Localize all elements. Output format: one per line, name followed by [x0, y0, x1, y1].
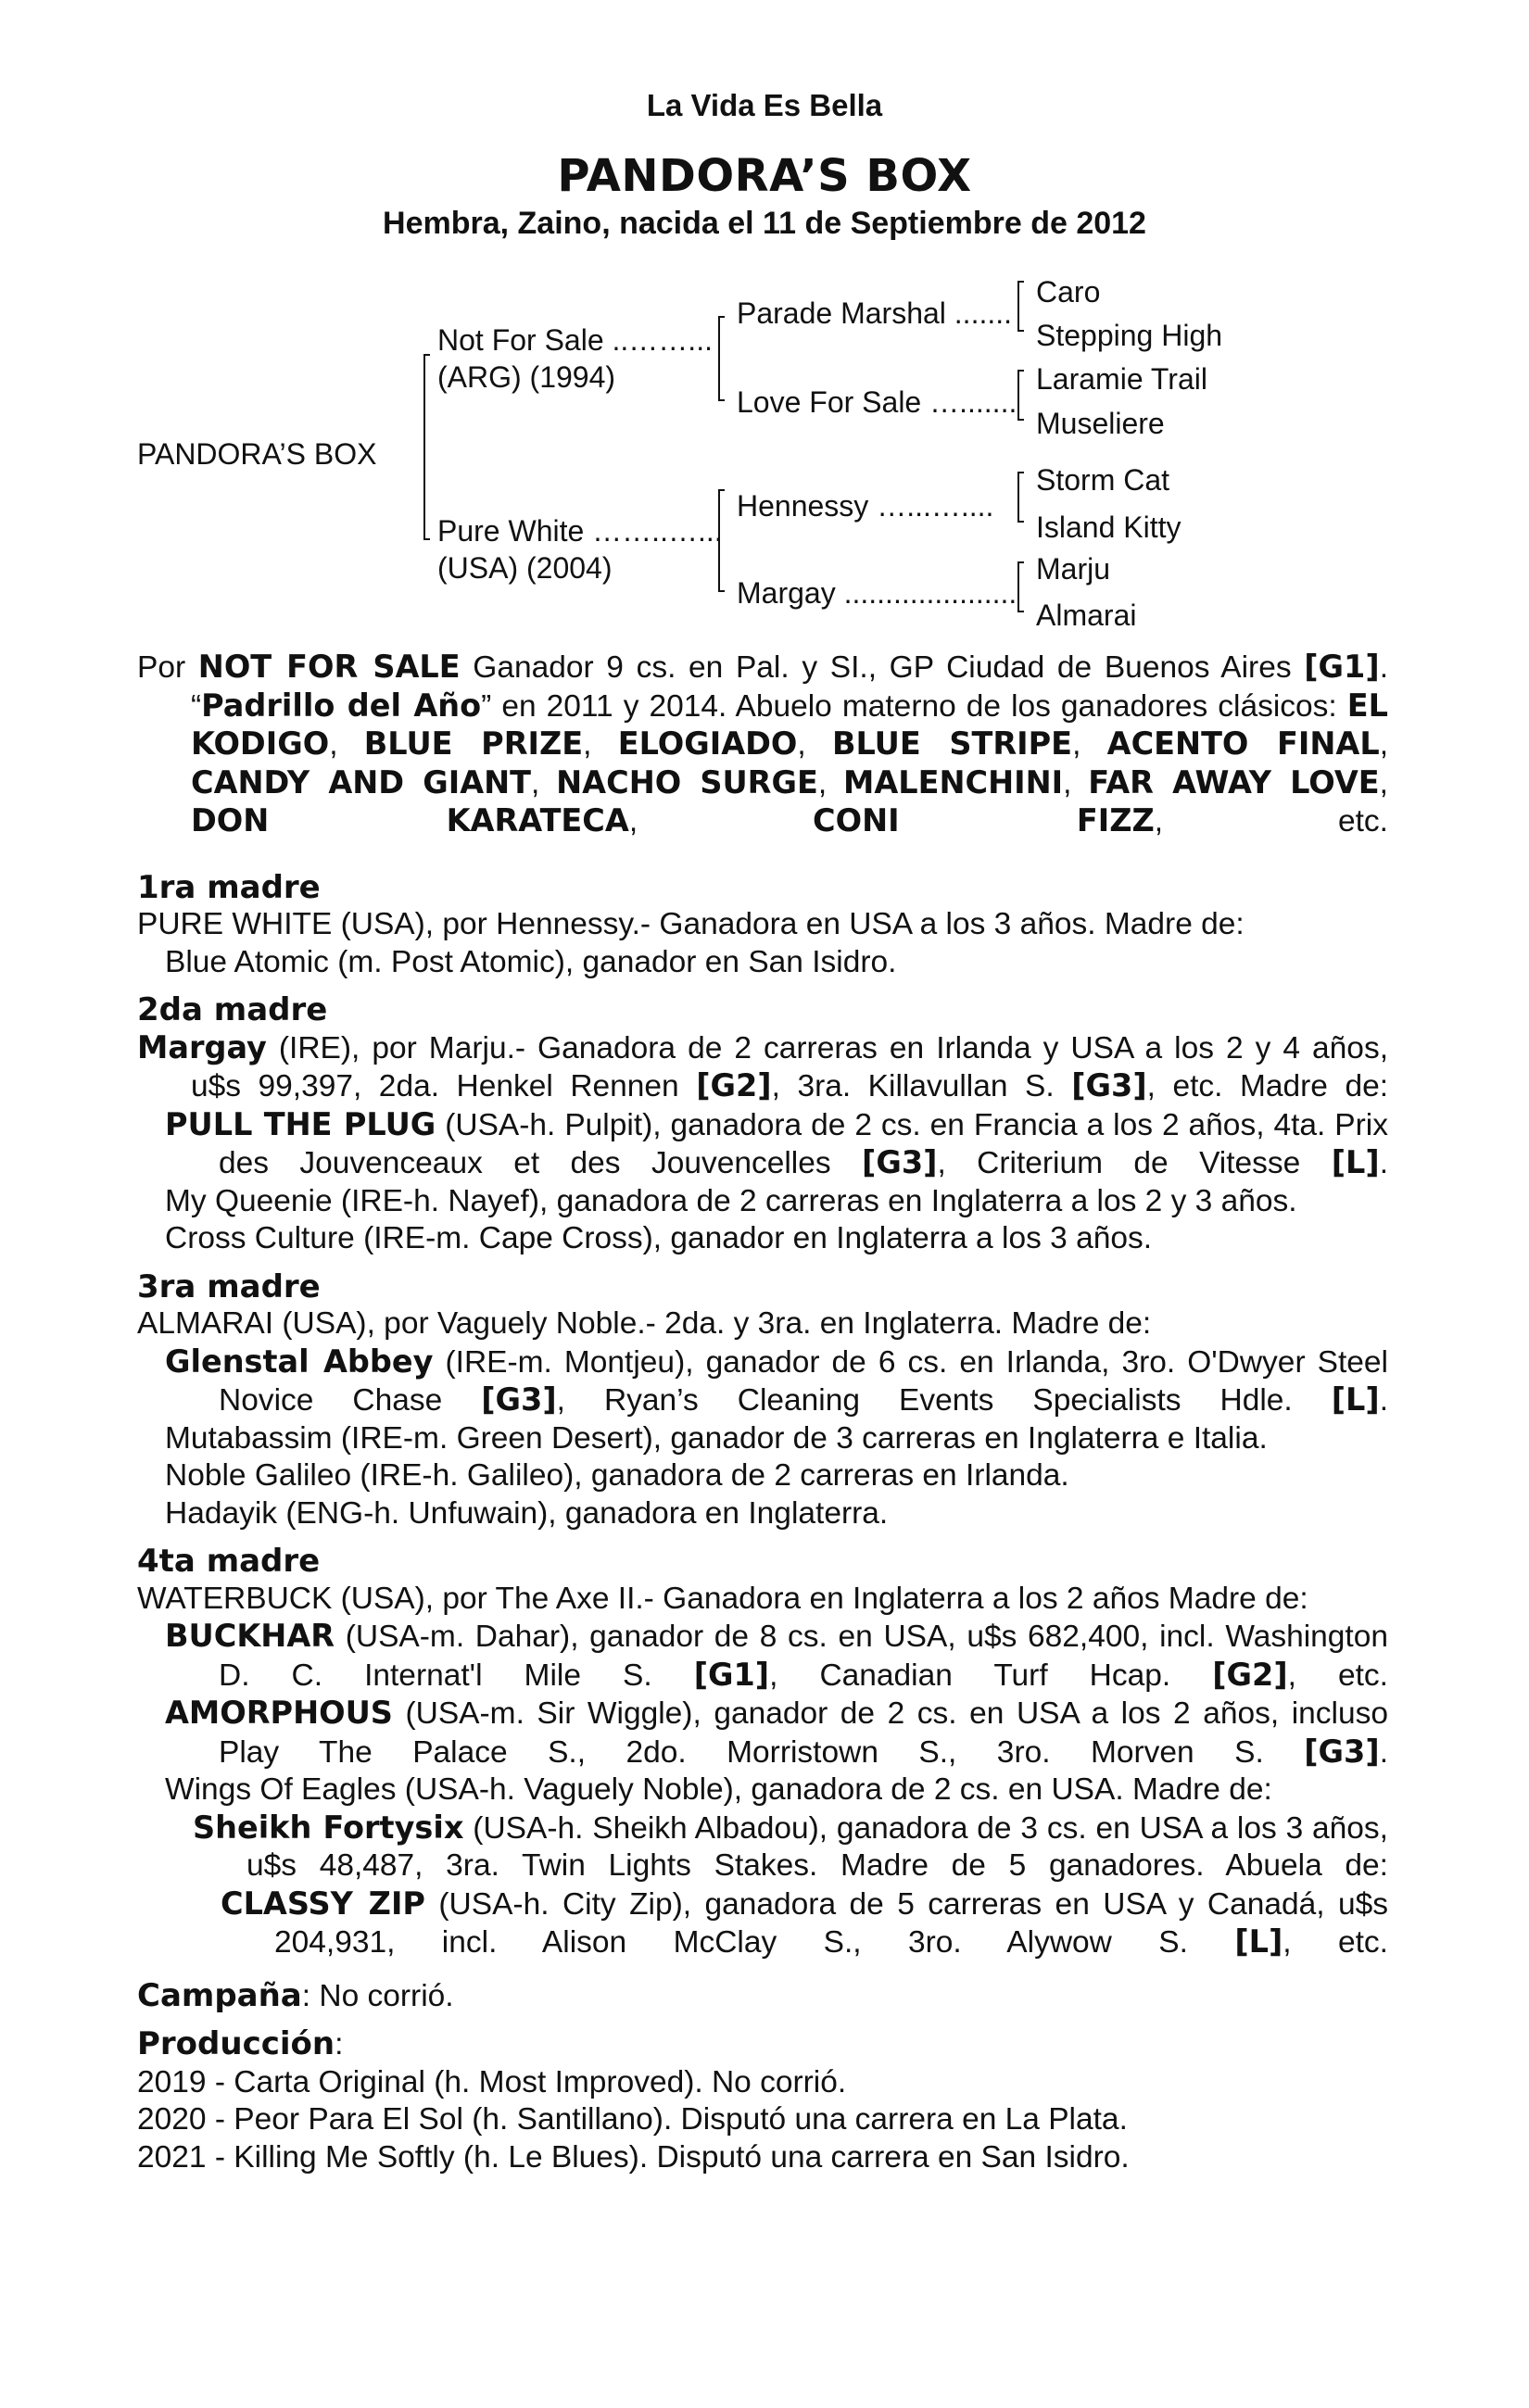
pedigree-subject: PANDORA’S BOX [137, 437, 377, 471]
pedigree-sd-sire: Laramie Trail [1036, 362, 1207, 396]
madre2-line: Margay (IRE), por Marju.- Ganadora de 2 carreras en Irlanda y USA a los 2 y 4 años, u$s 99,397, 2da. Henkel Rennen [G2], 3ra. Killavullan S. [G3], etc. Madre de: [137, 1028, 1389, 1103]
madre4-child-1: BUCKHAR (USA-m. Dahar), ganador de 8 cs. en USA, u$s 682,400, incl. Washington D. C. Internat'l Mile S. [G1], Canadian Turf Hcap. [G2], etc. [165, 1618, 1388, 1693]
bracket-ds [1018, 473, 1024, 522]
bracket-ss [1018, 282, 1024, 331]
campana-line: Campaña: No corrió. [137, 1976, 454, 2014]
grade-badge: [L] [1331, 1144, 1380, 1180]
grade-badge: [G3] [481, 1381, 557, 1418]
produccion-item: 2020 - Peor Para El Sol (h. Santillano). Disputó una carrera en La Plata. [137, 2102, 1128, 2137]
section-heading-madre4: 4ta madre [137, 1543, 321, 1580]
pedigree-chart [0, 0, 1529, 649]
madre4-line: WATERBUCK (USA), por The Axe II.- Ganadora en Inglaterra a los 2 años Madre de: [137, 1581, 1308, 1616]
grade-badge: [L] [1331, 1381, 1380, 1418]
winner-name: CANDY AND GIANT [191, 763, 532, 801]
madre3-child-1: Glenstal Abbey (IRE-m. Montjeu), ganador de 6 cs. en Irlanda, 3ro. O'Dwyer Steel Novice Chase [G3], Ryan’s Cleaning Events Specialists Hdle. [L]. [165, 1343, 1388, 1418]
section-heading-madre2: 2da madre [137, 991, 328, 1028]
bracket-sd [1018, 371, 1024, 420]
madre4-child-2: AMORPHOUS (USA-m. Sir Wiggle), ganador de 2 cs. en USA a los 2 años, incluso Play The Palace S., 2do. Morristown S., 3ro. Morven S. [G3]. [165, 1695, 1388, 1770]
grade-badge: [G3] [1071, 1067, 1147, 1103]
pedigree-dam-dam: Margay ..................... [737, 576, 1017, 610]
madre2-name: Margay [137, 1028, 267, 1065]
sire-paragraph: Por NOT FOR SALE Ganador 9 cs. en Pal. y SI., GP Ciudad de Buenos Aires [G1]. “Padrillo del Año” en 2011 y 2014. Abuelo materno de los ganadores clásicos: EL KODIGO, BLUE PRIZE, ELOGIADO, BLUE STRIPE, ACENTO FINAL, CANDY AND GIANT, NACHO SURGE, MALENCHINI, FAR AWAY LOVE, DON KARATECA, CONI FIZZ, etc. [137, 649, 1388, 838]
pedigree-ss-sire: Caro [1036, 275, 1101, 309]
pedigree-dd-dam: Almarai [1036, 599, 1137, 632]
madre4-great-grandchild: CLASSY ZIP (USA-h. City Zip), ganadora de 5 carreras en USA y Canadá, u$s 204,931, incl. Alison McClay S., 3ro. Alywow S. [L], etc. [221, 1885, 1388, 1960]
grade-badge: [G2] [696, 1067, 772, 1103]
madre2-child-1: PULL THE PLUG (USA-h. Pulpit), ganadora de 2 cs. en Francia a los 2 años, 4ta. Prix des Jouvenceaux et des Jouvencelles [G3], Criterium de Vitesse [L]. [165, 1105, 1388, 1180]
winner-name: BLUE PRIZE [363, 725, 584, 762]
madre1-line: PURE WHITE (USA), por Hennessy.- Ganadora en USA a los 3 años. Madre de: [137, 907, 1245, 941]
campana-label: Campaña [137, 1976, 302, 2014]
bracket-dd [1018, 562, 1024, 611]
grade-badge: [L] [1234, 1923, 1283, 1960]
pedigree-ds-dam: Island Kitty [1036, 511, 1182, 544]
winner-name: EL KODIGO [191, 687, 1388, 762]
produccion-heading: Producción: [137, 2025, 344, 2062]
madre4-child-3: Wings Of Eagles (USA-h. Vaguely Noble), ganadora de 2 cs. en USA. Madre de: [165, 1772, 1272, 1807]
winner-name: ELOGIADO [617, 725, 798, 762]
winner-name: BLUE STRIPE [832, 725, 1073, 762]
madre3-child-3: Noble Galileo (IRE-h. Galileo), ganadora de 2 carreras en Irlanda. [165, 1458, 1069, 1493]
madre1-child: Blue Atomic (m. Post Atomic), ganador en San Isidro. [165, 944, 897, 979]
section-heading-madre3: 3ra madre [137, 1267, 321, 1305]
produccion-label: Producción [137, 2025, 335, 2062]
catalog-body [137, 649, 1388, 2176]
winner-name: CONI FIZZ [813, 802, 1155, 838]
grade-badge: [G3] [862, 1144, 938, 1180]
bracket-sire [719, 317, 725, 400]
winner-name: FAR AWAY LOVE [1088, 763, 1380, 801]
grade-badge: [G3] [1304, 1733, 1380, 1770]
pedigree-sire-sire: Parade Marshal ....... [737, 296, 1013, 330]
pedigree-dam: Pure White ……..…... [437, 514, 723, 548]
pedigree-sire-dam: Love For Sale …....... [737, 385, 1017, 419]
pedigree-sire-origin: (ARG) (1994) [437, 360, 616, 394]
pedigree-dd-sire: Marju [1036, 552, 1111, 586]
pedigree-dam-sire: Hennessy …...….... [737, 489, 994, 523]
madre3-line: ALMARAI (USA), por Vaguely Noble.- 2da. y 3ra. en Inglaterra. Madre de: [137, 1306, 1152, 1341]
madre3-child-2: Mutabassim (IRE-m. Green Desert), ganador de 3 carreras en Inglaterra e Italia. [165, 1420, 1268, 1456]
madre2-child-3: Cross Culture (IRE-m. Cape Cross), ganador en Inglaterra a los 3 años. [165, 1221, 1153, 1255]
produccion-item: 2021 - Killing Me Softly (h. Le Blues). Disputó una carrera en San Isidro. [137, 2139, 1130, 2175]
pedigree-dam-origin: (USA) (2004) [437, 551, 613, 585]
horse-name-title: PANDORA’S BOX [557, 150, 972, 202]
grade-badge: [G1] [693, 1656, 770, 1693]
pedigree-sd-dam: Museliere [1036, 407, 1165, 440]
pedigree-sire: Not For Sale ..……... [437, 323, 713, 357]
pedigree-ss-dam: Stepping High [1036, 319, 1223, 352]
madre2-child-2: My Queenie (IRE-h. Nayef), ganadora de 2 carreras en Inglaterra a los 2 y 3 años. [165, 1183, 1297, 1218]
sire-name: NOT FOR SALE [197, 649, 461, 685]
madre3-child-4: Hadayik (ENG-h. Unfuwain), ganadora en Inglaterra. [165, 1495, 889, 1531]
winner-name: MALENCHINI [842, 763, 1064, 801]
grade-badge: [G2] [1212, 1656, 1288, 1693]
pedigree-ds-sire: Storm Cat [1036, 463, 1170, 497]
winner-name: NACHO SURGE [556, 763, 818, 801]
produccion-item: 2019 - Carta Original (h. Most Improved). No corrió. [137, 2064, 847, 2099]
bracket-gen1 [424, 355, 430, 539]
winner-name: DON KARATECA [191, 802, 629, 838]
stud-name: La Vida Es Bella [646, 88, 883, 122]
section-heading-madre1: 1ra madre [137, 868, 321, 906]
winner-name: ACENTO FINAL [1106, 725, 1380, 762]
madre4-grandchild: Sheikh Fortysix (USA-h. Sheikh Albadou), ganadora de 3 cs. en USA a los 3 años, u$s 48,487, 3ra. Twin Lights Stakes. Madre de 5 ganadores. Abuela de: [193, 1809, 1388, 1883]
horse-description: Hembra, Zaino, nacida el 11 de Septiembre de 2012 [383, 206, 1146, 241]
grade-badge: [G1] [1304, 649, 1380, 685]
